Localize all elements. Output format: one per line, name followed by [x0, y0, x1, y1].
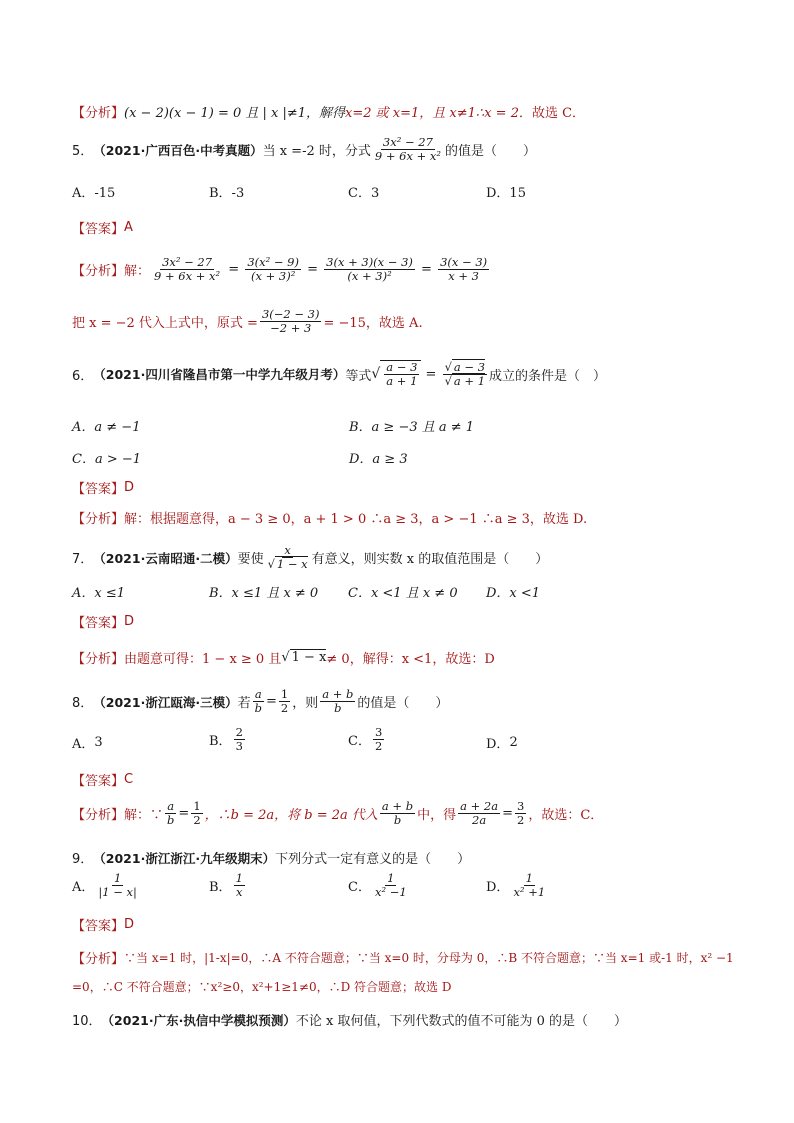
question-6-stem: 6． （2021·四川省隆昌市第一中学九年级月考） 等式 √ $\frac{a - 3}{a + 1}$ = $\frac{√ a - 3}{√ a + 1}$ 成立的条件是（ ） — [72, 359, 607, 389]
fraction: $\frac{3(x - 3)}{x + 3}$ — [440, 255, 488, 284]
option-b: B．-3 — [209, 186, 245, 201]
fraction: $\frac{\text{3x² − 27}}{\text{9 + 6x + x²}}$ — [154, 255, 221, 284]
option-c: C．x <1 且 x ≠ 0 — [348, 586, 458, 601]
option-a: A．x ≤1 — [72, 586, 126, 601]
option-d: D．a ≥ 3 — [349, 452, 408, 467]
option-c: C． $\frac{3}{2}$ — [348, 725, 383, 754]
option-c: C．3 — [348, 186, 380, 201]
fraction: $\frac{1}{\text{x² +1}}$ — [513, 871, 546, 900]
fraction: $\frac{a + b}{b}$ — [322, 687, 354, 716]
option-d: D． $\frac{1}{\text{x² +1}}$ — [486, 871, 546, 900]
analysis-tag: 【分析】 — [72, 106, 125, 121]
fraction: $\frac{2}{3}$ — [235, 725, 243, 754]
fraction: $\frac{3}{2}$ — [517, 799, 525, 828]
question-9-stem: 9． （2021·浙江浙江·九年级期末） 下列分式一定有意义的是（ ） — [72, 850, 471, 867]
question-10-stem: 10． （2021·广东·执信中学模拟预测） 不论 x 取何值，下列代数式的值不可能为 0 的是（ ） — [72, 1012, 627, 1029]
q5-analysis: 【分析】 解： $\frac{\text{3x² − 27}}{\text{9 + 6x + x²}}$ = $\frac{\text{3(x² − 9)}}{\text{(x + 3)²}}$ = $\frac{3(x + 3)(x - 3)}{\text{(x + 3)²}}$ = $\frac{3(x - 3)}{x + 3}$ — [72, 255, 488, 284]
fraction: $\frac{a + b}{b}$ — [381, 799, 414, 828]
q8-analysis: 【分析】 解：∵ $\frac{a}{b}$ = $\frac{1}{2}$ ，∴b = 2a，将 b = 2a 代入 $\frac{a + b}{b}$ 中，得 $\frac{a + 2a}{2a}$ = $\frac{3}{2}$ ，故选：C． — [72, 799, 604, 828]
fraction: $\frac{1}{\text{x² −1}}$ — [374, 871, 407, 900]
q6-analysis: 【分析】 解：根据题意得，a − 3 ≥ 0，a + 1 > 0 ∴a ≥ 3，a > −1 ∴a ≥ 3，故选 D. — [72, 512, 588, 527]
fraction: $\frac{x}{√ 1 - x}$ — [267, 543, 308, 572]
q7-analysis: 【分析】 由题意可得：1 − x ≥ 0 且 √ 1 − x ≠ 0，解得：x <1，故选：D — [72, 650, 495, 667]
q6-answer: 【答案】 D — [72, 480, 135, 497]
question-5-stem: 5． （2021·广西百色·中考真题） 当 x =-2 时，分式 $\frac{\text{3x² − 27}}{\text{9 + 6x + x²}}$ 的值是（ ） — [72, 135, 536, 164]
fraction: $\frac{1}{|1 - x|}$ — [98, 871, 137, 900]
fraction: $\frac{a}{b}$ — [167, 799, 175, 828]
q9-analysis-line-1: 【分析】 ∵当 x=1 时，|1-x|=0，∴A 不符合题意；∵当 x=0 时，分母为 0，∴B 不符合题意；∵当 x=1 或-1 时，x² −1 — [72, 951, 734, 967]
option-a: A．-15 — [72, 186, 116, 201]
fraction: $\frac{\text{3x² − 27}}{\text{9 + 6x + x²}}$ — [374, 135, 441, 164]
option-c: C． $\frac{1}{\text{x² −1}}$ — [348, 871, 407, 900]
option-c: C．a > −1 — [72, 452, 142, 467]
fraction: $\frac{3(-2 - 3)}{-2 + 3}$ — [261, 307, 320, 336]
fraction: $\frac{a}{b}$ — [254, 687, 262, 716]
q5-answer: 【答案】 A — [72, 220, 133, 237]
q7-answer: 【答案】 D — [72, 614, 135, 631]
option-d: D．15 — [486, 186, 526, 201]
q5-substitute: 把 x = −2 代入上式中，原式 = $\frac{3(-2 - 3)}{-2 + 3}$ = −15，故选 A. — [72, 307, 423, 336]
option-d: D．x <1 — [486, 586, 541, 601]
fraction: $\frac{3}{2}$ — [374, 725, 383, 754]
q9-answer: 【答案】 D — [72, 917, 135, 934]
fraction: $\frac{√ a - 3}{√ a + 1}$ — [444, 359, 486, 388]
option-b: B．a ≥ −3 且 a ≠ 1 — [349, 420, 475, 435]
q8-answer: 【答案】 C — [72, 772, 134, 789]
option-a: A． $\frac{1}{|1 - x|}$ — [72, 871, 137, 900]
fraction: $\frac{a - 3}{a + 1}$ — [386, 360, 418, 389]
question-8-stem: 8． （2021·浙江瓯海·三模） 若 $\frac{a}{b}$ = $\frac{1}{2}$ ，则 $\frac{a + b}{b}$ 的值是（ ） — [72, 687, 449, 716]
q9-analysis-line-2: =0，∴C 不符合题意；∵x²≥0，x²+1≥1≠0，∴D 符合题意；故选 D — [72, 980, 452, 994]
option-b: B．x ≤1 且 x ≠ 0 — [209, 586, 319, 601]
fraction: $\frac{1}{2}$ — [193, 799, 201, 828]
fraction: $\frac{1}{x}$ — [235, 871, 243, 900]
option-b: B． $\frac{2}{3}$ — [209, 725, 243, 754]
fraction: $\frac{1}{2}$ — [280, 687, 289, 716]
question-7-stem: 7． （2021·云南昭通·二模） 要使 $\frac{x}{√ 1 - x}$ 有意义，则实数 x 的取值范围是（ ） — [72, 543, 549, 572]
option-d: D． 2 — [486, 735, 518, 752]
fraction: $\frac{a + 2a}{2a}$ — [460, 799, 499, 828]
option-b: B． $\frac{1}{x}$ — [209, 871, 243, 900]
option-a: A．a ≠ −1 — [72, 420, 141, 435]
option-a: A． 3 — [72, 735, 103, 752]
fraction: $\frac{\text{3(x² − 9)}}{\text{(x + 3)²}}$ — [247, 255, 299, 284]
fraction: $\frac{3(x + 3)(x - 3)}{\text{(x + 3)²}}$ — [326, 255, 413, 284]
q4-analysis: 【分析】 (x − 2)(x − 1) = 0 且 | x |≠1，解得 x=2 或 x=1，且 x≠1∴x = 2 ．故选 C． — [72, 102, 754, 121]
